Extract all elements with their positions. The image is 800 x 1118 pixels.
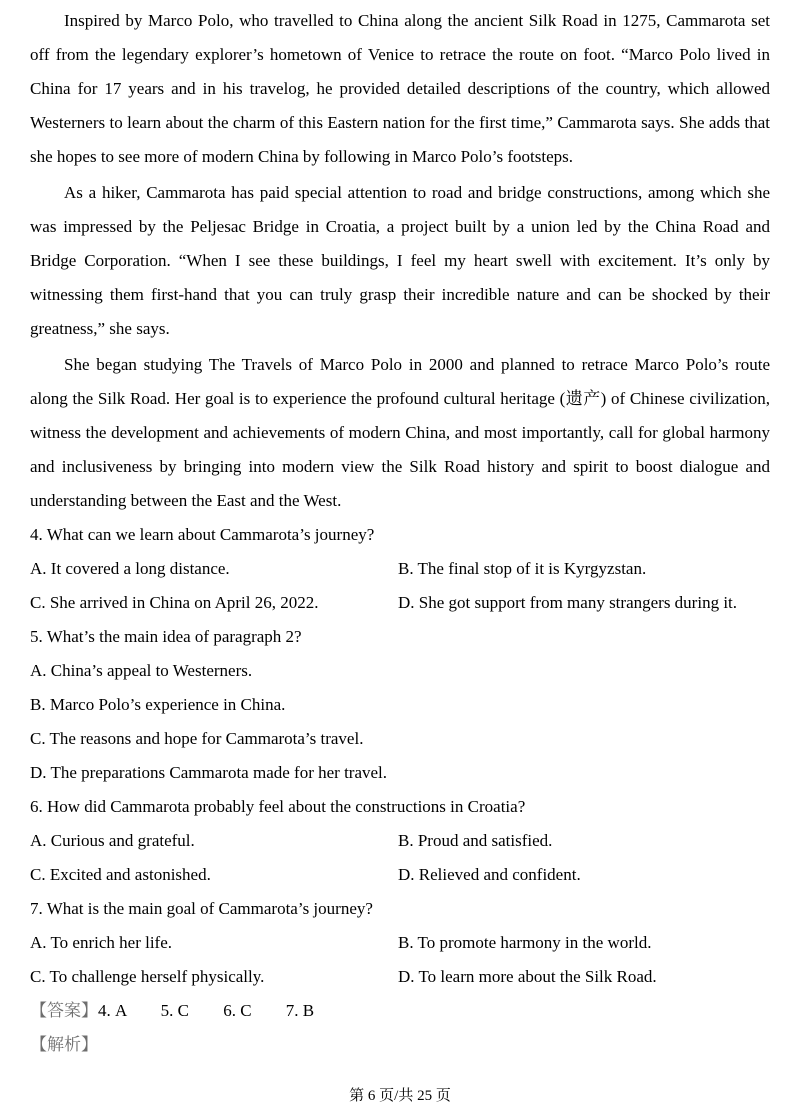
question-5-option-a: A. China’s appeal to Westerners. bbox=[30, 661, 253, 680]
answer-key-line bbox=[30, 994, 770, 1028]
question-7-option-d: D. To learn more about the Silk Road. bbox=[398, 967, 657, 986]
answer-item-q6: 6. C bbox=[223, 1001, 252, 1020]
question-7-option-c: C. To challenge herself physically. bbox=[30, 967, 265, 986]
question-5-option-c: C. The reasons and hope for Cammarota’s travel. bbox=[30, 729, 364, 748]
question-7-stem: 7. What is the main goal of Cammarota’s journey? bbox=[30, 899, 373, 918]
question-6 bbox=[30, 790, 770, 892]
question-6-option-d: D. Relieved and confident. bbox=[398, 865, 581, 884]
passage-paragraph-2: As a hiker, Cammarota has paid special attention to road and bridge constructions, among which she was impressed by the Peljesac Bridge in Croatia, a project built by a union led by the China Road and Bridge Corporation. “When I see these buildings, I feel my heart swell with excitement. It’s only by witnessing them first-hand that you can truly grasp their incredible nature and can be shocked by their greatness,” she says. bbox=[30, 183, 770, 338]
question-6-option-a: A. Curious and grateful. bbox=[30, 831, 195, 850]
question-4-option-b: B. The final stop of it is Kyrgyzstan. bbox=[398, 559, 647, 578]
page-footer bbox=[30, 1086, 770, 1118]
question-4-option-c: C. She arrived in China on April 26, 2022. bbox=[30, 593, 319, 612]
question-6-options bbox=[30, 824, 770, 892]
question-4-stem: 4. What can we learn about Cammarota’s journey? bbox=[30, 525, 375, 544]
question-6-stem: 6. How did Cammarota probably feel about the constructions in Croatia? bbox=[30, 797, 526, 816]
question-5-option-d: D. The preparations Cammarota made for her travel. bbox=[30, 763, 388, 782]
question-4-option-a: A. It covered a long distance. bbox=[30, 559, 230, 578]
question-5 bbox=[30, 620, 770, 790]
question-4-options bbox=[30, 552, 770, 620]
questions-section bbox=[30, 518, 770, 994]
question-7-option-a: A. To enrich her life. bbox=[30, 933, 173, 952]
question-4-option-d: D. She got support from many strangers during it. bbox=[398, 593, 738, 612]
answer-item-q4: 4. A bbox=[98, 1001, 127, 1020]
question-7 bbox=[30, 892, 770, 994]
page-number: 第 6 页/共 25 页 bbox=[349, 1088, 451, 1104]
answer-item-q5: 5. C bbox=[160, 1001, 189, 1020]
reading-passage bbox=[30, 2, 770, 518]
question-5-stem: 5. What’s the main idea of paragraph 2? bbox=[30, 627, 302, 646]
answer-item-q7: 7. B bbox=[285, 1001, 315, 1020]
question-7-option-b: B. To promote harmony in the world. bbox=[398, 933, 652, 952]
question-7-options bbox=[30, 926, 770, 994]
passage-paragraph-3: She began studying The Travels of Marco Polo in 2000 and planned to retrace Marco Polo’s route along the Silk Road. Her goal is to experience the profound cultural heritage (遗产) of Chinese civilization, witness the development and achievements of modern China, and most importantly, call for global harmony and inclusiveness by bringing into modern view the Silk Road history and spirit to boost dialogue and understanding between the East and the West. bbox=[30, 355, 770, 510]
question-5-option-b: B. Marco Polo’s experience in China. bbox=[30, 695, 286, 714]
analysis-label: 【解析】 bbox=[30, 1035, 98, 1054]
question-5-options bbox=[30, 654, 770, 790]
question-4 bbox=[30, 518, 770, 620]
answer-key-label: 【答案】 bbox=[30, 1001, 98, 1020]
passage-paragraph-1: Inspired by Marco Polo, who travelled to China along the ancient Silk Road in 1275, Cammarota set off from the legendary explorer’s hometown of Venice to retrace the route on foot. “Marco Polo lived in China for 17 years and in his travelog, he provided detailed descriptions of the country, which allowed Westerners to learn about the charm of this Eastern nation for the first time,” Cammarota says. She adds that she hopes to see more of modern China by following in Marco Polo’s footsteps. bbox=[30, 11, 770, 166]
analysis-label-line bbox=[30, 1028, 770, 1062]
question-6-option-c: C. Excited and astonished. bbox=[30, 865, 211, 884]
question-6-option-b: B. Proud and satisfied. bbox=[398, 831, 553, 850]
